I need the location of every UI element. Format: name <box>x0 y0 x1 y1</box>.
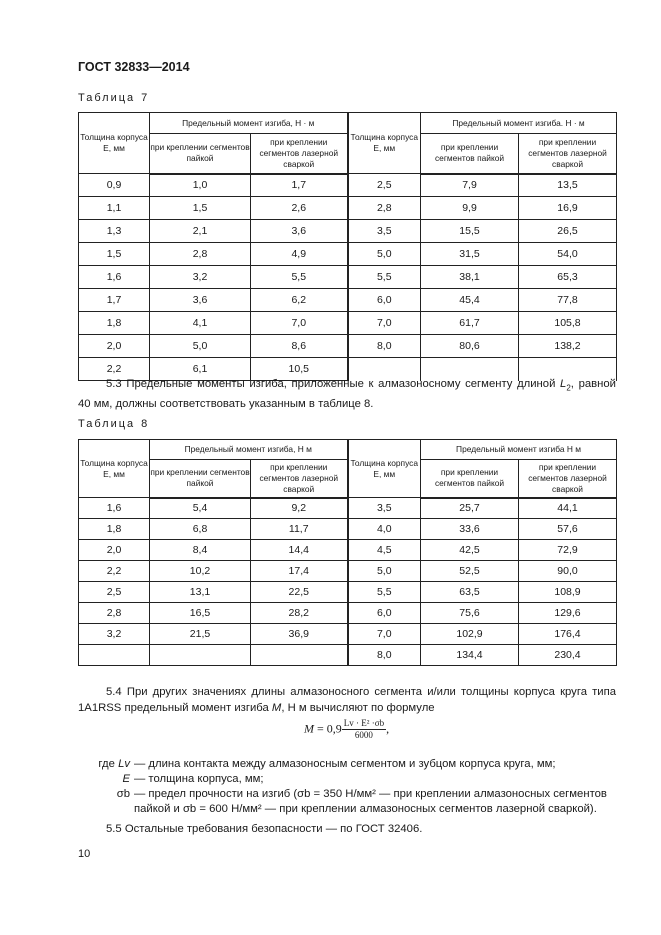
table7-cell-solder-right: 38,1 <box>421 266 519 289</box>
table-row <box>79 289 617 312</box>
table8-cell-laser-right: 44,1 <box>519 498 617 519</box>
table8-header-laser: при креплении сегментов лазерной сваркой <box>251 460 348 498</box>
table8-cell-solder-right: 63,5 <box>421 582 519 603</box>
document-code: ГОСТ 32833—2014 <box>78 60 190 74</box>
table8-header-laser-right: при креплении сегментов лазерной сваркой <box>519 460 617 498</box>
table8-cell-thickness: 2,8 <box>79 603 150 624</box>
table8-cell-laser: 17,4 <box>251 561 348 582</box>
table8-cell-thickness-right: 6,0 <box>348 603 421 624</box>
formula-eq: = 0,9 <box>314 721 342 736</box>
table7-cell-laser-right: 105,8 <box>519 312 617 335</box>
paragraph-5-5 <box>78 821 616 837</box>
formula-numerator: Lv · E² ·σb <box>343 718 385 728</box>
table7-cell-laser-right: 77,8 <box>519 289 617 312</box>
para53-subscript: 2 <box>566 383 571 393</box>
table7-cell-thickness: 1,1 <box>79 197 150 220</box>
table8-cell-laser: 36,9 <box>251 624 348 645</box>
table8-cell-solder-right: 25,7 <box>421 498 519 519</box>
table8-cell-thickness: 3,2 <box>79 624 150 645</box>
table7-cell-solder: 5,0 <box>150 335 251 358</box>
table8-cell-thickness: 2,5 <box>79 582 150 603</box>
table7-header-laser-right: при креплении сегментов лазерной сваркой <box>519 134 617 174</box>
table7-cell-laser: 10,5 <box>251 358 348 381</box>
table7-cell-thickness-right: 2,5 <box>348 174 421 197</box>
definition-lv <box>78 757 616 772</box>
table7-cell-laser: 4,9 <box>251 243 348 266</box>
table7-cell-laser: 1,7 <box>251 174 348 197</box>
table8-cell-thickness-right: 4,0 <box>348 519 421 540</box>
table7-cell-solder: 2,1 <box>150 220 251 243</box>
table8-cell-thickness-right: 8,0 <box>348 645 421 666</box>
table7-cell-thickness: 2,0 <box>79 335 150 358</box>
table7-cell-thickness-right: 5,5 <box>348 266 421 289</box>
table7-cell-solder-right: 45,4 <box>421 289 519 312</box>
table-row <box>79 603 617 624</box>
table8-cell-laser: 11,7 <box>251 519 348 540</box>
table-row <box>79 220 617 243</box>
para55-text: 5.5 Остальные требования безопасности — по ГОСТ 32406. <box>106 823 423 835</box>
table-row <box>79 519 617 540</box>
table8-caption-word: Таблица <box>78 418 136 430</box>
table-row <box>79 645 617 666</box>
table7-cell-solder: 2,8 <box>150 243 251 266</box>
table7-caption-number: 7 <box>141 92 148 104</box>
table7-cell-thickness: 0,9 <box>79 174 150 197</box>
table7-header-moment: Предельный момент изгиба, Н · м <box>150 113 348 134</box>
table8-cell-laser-right: 57,6 <box>519 519 617 540</box>
table-row <box>79 335 617 358</box>
table8-cell-solder-right: 102,9 <box>421 624 519 645</box>
para54-text-a: 5.4 При других значениях длины алмазоносного сегмента и/или толщины корпуса круга типа 1A1RSS предельный момент изгиба <box>78 686 616 714</box>
table7-cell-solder-right: 15,5 <box>421 220 519 243</box>
table7-cell-thickness-right: 5,0 <box>348 243 421 266</box>
table8-cell-solder: 13,1 <box>150 582 251 603</box>
para53-text-b: , равной 40 мм, должны соответствовать указанным в таблице 8. <box>78 378 616 411</box>
table7-cell-solder: 3,6 <box>150 289 251 312</box>
table8-cell-solder-right: 42,5 <box>421 540 519 561</box>
table-row <box>79 540 617 561</box>
table8-cell-thickness: 2,0 <box>79 540 150 561</box>
table8-cell-solder: 10,2 <box>150 561 251 582</box>
table7-header-solder: при креплении сегментов пайкой <box>150 134 251 174</box>
definition-e-symbol: E <box>122 773 130 785</box>
table7-cell-thickness-right: 3,5 <box>348 220 421 243</box>
table7-cell-laser: 3,6 <box>251 220 348 243</box>
table7-cell-laser: 6,2 <box>251 289 348 312</box>
table8-cell-thickness-right: 4,5 <box>348 540 421 561</box>
table8-cell-laser-right: 129,6 <box>519 603 617 624</box>
table8-cell-laser: 9,2 <box>251 498 348 519</box>
table7-cell-solder-right: 31,5 <box>421 243 519 266</box>
table8-cell-solder: 5,4 <box>150 498 251 519</box>
table7-cell-laser-right: 65,3 <box>519 266 617 289</box>
table7-cell-solder-right: 9,9 <box>421 197 519 220</box>
definition-sigma <box>78 787 616 817</box>
table7-cell-solder-right: 7,9 <box>421 174 519 197</box>
table7-header-thickness-right: Толщина корпуса E, мм <box>348 113 421 174</box>
table-row <box>79 561 617 582</box>
table8-cell-laser-right: 176,4 <box>519 624 617 645</box>
table8-header-thickness-right: Толщина корпуса E, мм <box>348 440 421 498</box>
table-row <box>79 582 617 603</box>
table7-cell-laser: 5,5 <box>251 266 348 289</box>
table8-cell-solder-right: 33,6 <box>421 519 519 540</box>
table-row <box>79 624 617 645</box>
table7-cell-laser-right: 16,9 <box>519 197 617 220</box>
table8-cell-thickness <box>79 645 150 666</box>
table8-cell-solder-right: 75,6 <box>421 603 519 624</box>
table8-cell-laser-right: 108,9 <box>519 582 617 603</box>
page-number: 10 <box>78 848 91 860</box>
table-row <box>79 498 617 519</box>
table7-cell-thickness: 1,5 <box>79 243 150 266</box>
formula-comma: , <box>386 721 390 736</box>
formula-fraction <box>342 718 386 741</box>
table7-header-laser: при креплении сегментов лазерной сваркой <box>251 134 348 174</box>
table8-cell-laser: 14,4 <box>251 540 348 561</box>
table8-cell-solder-right: 134,4 <box>421 645 519 666</box>
table7-cell-solder-right: 80,6 <box>421 335 519 358</box>
table7-cell-solder: 3,2 <box>150 266 251 289</box>
table7-cell-laser-right: 54,0 <box>519 243 617 266</box>
table8-cell-thickness: 1,6 <box>79 498 150 519</box>
table7-cell-thickness: 2,2 <box>79 358 150 381</box>
para54-text-b: , Н м вычисляют по формуле <box>281 702 435 714</box>
table8-cell-solder-right: 52,5 <box>421 561 519 582</box>
formula <box>304 718 389 741</box>
table8-caption <box>78 418 147 430</box>
table7-header-moment-right: Предельный момент изгиба. Н · м <box>421 113 617 134</box>
table8-cell-laser: 22,5 <box>251 582 348 603</box>
formula-denominator: 6000 <box>354 730 373 740</box>
table7 <box>78 112 617 381</box>
table7-caption <box>78 92 147 104</box>
table8-cell-solder: 16,5 <box>150 603 251 624</box>
table8-cell-thickness: 1,8 <box>79 519 150 540</box>
table7-cell-solder: 4,1 <box>150 312 251 335</box>
table8 <box>78 439 617 666</box>
table-row <box>79 197 617 220</box>
table7-cell-thickness-right: 8,0 <box>348 335 421 358</box>
paragraph-5-4 <box>78 684 616 716</box>
table7-cell-thickness: 1,6 <box>79 266 150 289</box>
table8-caption-number: 8 <box>141 418 148 430</box>
table7-cell-solder: 1,5 <box>150 197 251 220</box>
table7-header-solder-right: при креплении сегментов пайкой <box>421 134 519 174</box>
table7-cell-laser-right: 26,5 <box>519 220 617 243</box>
table-row <box>79 174 617 197</box>
table8-header-moment: Предельный момент изгиба, Н м <box>150 440 348 460</box>
table8-cell-laser-right: 230,4 <box>519 645 617 666</box>
table8-cell-thickness: 2,2 <box>79 561 150 582</box>
definitions <box>78 757 616 817</box>
table-row <box>79 266 617 289</box>
para53-symbol: L <box>560 378 567 390</box>
formula-lhs: M <box>304 721 314 736</box>
table7-cell-solder: 6,1 <box>150 358 251 381</box>
para54-symbol: M <box>271 702 282 714</box>
table7-header-thickness: Толщина корпуса E, мм <box>79 113 150 174</box>
table8-cell-solder <box>150 645 251 666</box>
definition-sigma-text: — предел прочности на изгиб (σb = 350 Н/мм² — при креплении алмазоносных сегментов пайкой и σb = 600 Н/мм² — при креплении алмазоносных сегментов лазерной сваркой). <box>134 788 607 815</box>
table8-cell-laser-right: 72,9 <box>519 540 617 561</box>
definition-lv-text: — длина контакта между алмазоносным сегментом и зубцом корпуса круга, мм; <box>134 758 556 770</box>
table7-cell-solder: 1,0 <box>150 174 251 197</box>
table7-cell-laser: 2,6 <box>251 197 348 220</box>
definition-lv-symbol: где Lv <box>98 758 130 770</box>
definition-e-text: — толщина корпуса, мм; <box>134 773 264 785</box>
table8-cell-thickness-right: 7,0 <box>348 624 421 645</box>
table7-caption-word: Таблица <box>78 92 136 104</box>
table8-cell-laser-right: 90,0 <box>519 561 617 582</box>
definition-sigma-symbol: σb <box>116 788 130 800</box>
table8-header-thickness: Толщина корпуса E, мм <box>79 440 150 498</box>
table8-header-solder-right: при креплении сегментов пайкой <box>421 460 519 498</box>
table8-cell-thickness-right: 3,5 <box>348 498 421 519</box>
table7-cell-thickness: 1,8 <box>79 312 150 335</box>
table7-cell-thickness: 1,7 <box>79 289 150 312</box>
table-row <box>79 243 617 266</box>
definition-e <box>78 772 616 787</box>
table7-cell-laser: 8,6 <box>251 335 348 358</box>
table7-cell-laser: 7,0 <box>251 312 348 335</box>
table8-cell-thickness-right: 5,5 <box>348 582 421 603</box>
table8-cell-solder: 21,5 <box>150 624 251 645</box>
table7-cell-solder-right: 61,7 <box>421 312 519 335</box>
para53-text-a: 5.3 Предельные моменты изгиба, приложенные к алмазоносному сегменту длиной <box>106 378 561 390</box>
table7-cell-laser-right: 13,5 <box>519 174 617 197</box>
table7-cell-thickness-right: 6,0 <box>348 289 421 312</box>
table-row <box>79 312 617 335</box>
table8-cell-solder: 6,8 <box>150 519 251 540</box>
table8-header-solder: при креплении сегментов пайкой <box>150 460 251 498</box>
table8-header-moment-right: Предельный момент изгиба Н м <box>421 440 617 460</box>
paragraph-5-3 <box>78 376 616 412</box>
table8-cell-thickness-right: 5,0 <box>348 561 421 582</box>
table8-cell-laser <box>251 645 348 666</box>
table7-cell-thickness: 1,3 <box>79 220 150 243</box>
table7-cell-laser-right: 138,2 <box>519 335 617 358</box>
table8-cell-solder: 8,4 <box>150 540 251 561</box>
table7-cell-thickness-right: 2,8 <box>348 197 421 220</box>
table8-cell-laser: 28,2 <box>251 603 348 624</box>
table7-cell-thickness-right: 7,0 <box>348 312 421 335</box>
